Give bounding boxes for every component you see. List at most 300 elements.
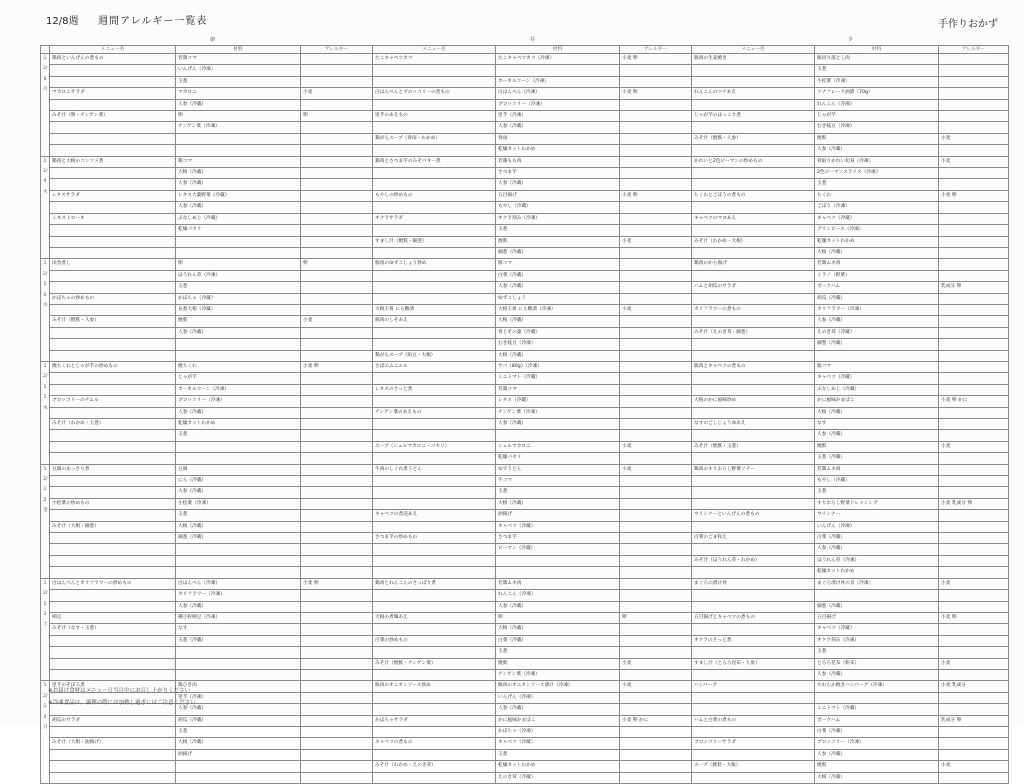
allergen-cell xyxy=(620,168,692,179)
ingredient-cell: ぶなしめじ（冷蔵） xyxy=(815,384,939,395)
menu-name-cell xyxy=(692,145,815,156)
menu-name-cell xyxy=(50,761,176,772)
table-row xyxy=(41,156,1009,167)
ingredient-cell: 焼麩 xyxy=(176,316,301,327)
allergen-cell xyxy=(301,715,373,726)
table-row xyxy=(41,145,1009,156)
allergen-cell xyxy=(939,293,1009,304)
allergen-cell xyxy=(939,407,1009,418)
allergen-cell xyxy=(620,635,692,646)
allergen-cell: 小麦 xyxy=(939,761,1009,772)
menu-name-cell: すまし汁（とろろ昆布・人参） xyxy=(692,658,815,669)
allergen-cell xyxy=(301,213,373,224)
allergen-cell xyxy=(620,65,692,76)
ingredient-cell: 種小粒納豆（冷凍） xyxy=(176,612,301,623)
allergen-cell xyxy=(939,236,1009,247)
allergen-cell xyxy=(620,111,692,122)
allergen-cell xyxy=(301,236,373,247)
allergen-cell xyxy=(939,65,1009,76)
allergen-cell: 小麦 xyxy=(620,236,692,247)
allergen-cell xyxy=(301,225,373,236)
table-row xyxy=(41,498,1009,509)
allergen-cell xyxy=(301,350,373,361)
menu-name-cell xyxy=(692,339,815,350)
allergen-cell: 卵 xyxy=(301,111,373,122)
menu-name-cell xyxy=(50,772,176,783)
menu-name-cell xyxy=(692,624,815,635)
ingredient-cell xyxy=(176,761,301,772)
ingredient-cell xyxy=(176,772,301,783)
menu-name-cell: 鶏肉といんげんの煮もの xyxy=(50,54,176,65)
table-row xyxy=(41,179,1009,190)
allergen-cell xyxy=(939,145,1009,156)
ingredient-col-header: 材料 xyxy=(496,46,620,54)
ingredient-cell: 油揚げ xyxy=(176,749,301,760)
ingredient-cell: カリフラワー（冷凍） xyxy=(176,590,301,601)
menu-name-cell: 鶏肉とれんこんのさっぱり煮 xyxy=(373,578,496,589)
ingredient-cell: シェルマカロニ xyxy=(496,441,620,452)
ingredient-cell: 豆腐 xyxy=(176,464,301,475)
menu-name-cell: たこキャベツカツ xyxy=(373,54,496,65)
table-row xyxy=(41,441,1009,452)
ingredient-cell: 白菜（冷蔵） xyxy=(815,726,939,737)
ingredient-cell: 大根（冷蔵） xyxy=(176,521,301,532)
ingredient-cell: 五目揚げ xyxy=(496,190,620,201)
menu-name-cell xyxy=(373,145,496,156)
menu-name-cell: ハムと胡瓜のサラダ xyxy=(692,282,815,293)
table-row xyxy=(41,99,1009,110)
menu-name-cell xyxy=(692,76,815,87)
allergen-cell xyxy=(301,156,373,167)
page-title: 週間アレルギー一覧表 xyxy=(98,16,208,27)
allergen-cell xyxy=(301,65,373,76)
ingredient-cell: 若鶏ムネ肉 xyxy=(815,259,939,270)
allergen-cell xyxy=(939,464,1009,475)
menu-name-cell: 田舎煮し xyxy=(50,259,176,270)
allergen-cell xyxy=(301,544,373,555)
allergen-cell: 小麦 卵 xyxy=(939,190,1009,201)
menu-name-cell xyxy=(692,168,815,179)
ingredient-cell: 油揚げ xyxy=(496,510,620,521)
allergen-cell xyxy=(620,225,692,236)
allergen-cell xyxy=(939,122,1009,133)
menu-name-cell: 豚肉の生姜焼き xyxy=(692,54,815,65)
allergen-cell xyxy=(620,293,692,304)
menu-name-cell xyxy=(692,772,815,783)
allergen-cell xyxy=(939,453,1009,464)
table-row xyxy=(41,555,1009,566)
menu-col-header: メニュー名 xyxy=(373,46,496,54)
menu-name-cell: 鶏がらスープ（絹豆・大根） xyxy=(373,350,496,361)
ingredient-cell: 卵 xyxy=(176,111,301,122)
table-row xyxy=(41,590,1009,601)
table-row xyxy=(41,168,1009,179)
menu-name-cell: みそ汁（卵・チンゲン菜） xyxy=(50,111,176,122)
ingredient-cell: 五目揚げ xyxy=(815,612,939,623)
allergen-cell xyxy=(939,76,1009,87)
table-row xyxy=(41,407,1009,418)
allergy-table xyxy=(40,45,1009,784)
menu-name-cell xyxy=(373,726,496,737)
table-row xyxy=(41,247,1009,258)
ingredient-cell: じゃが芋 xyxy=(815,111,939,122)
menu-name-cell xyxy=(373,282,496,293)
allergen-cell xyxy=(301,384,373,395)
ingredient-cell xyxy=(176,669,301,680)
menu-name-cell: かぼちゃの炒めもの xyxy=(50,293,176,304)
allergen-cell xyxy=(620,749,692,760)
day-label: 12/11 木 xyxy=(41,361,50,464)
allergen-cell xyxy=(620,384,692,395)
allergen-cell xyxy=(301,647,373,658)
allergen-cell xyxy=(620,419,692,430)
ingredient-cell: まぐろ漬け丼の具（冷凍） xyxy=(815,578,939,589)
ingredient-cell: 細葱（冷蔵） xyxy=(815,339,939,350)
table-row xyxy=(41,669,1009,680)
ingredient-cell xyxy=(176,236,301,247)
menu-name-cell: みそ汁（えのき茸・細葱） xyxy=(692,327,815,338)
ingredient-cell: 人参（冷蔵） xyxy=(815,749,939,760)
day-label: 12/13 土 xyxy=(41,578,50,681)
menu-name-cell: ちくわとごぼうの煮もの xyxy=(692,190,815,201)
ingredient-cell: 焼麩 xyxy=(815,441,939,452)
allergen-cell xyxy=(620,373,692,384)
menu-name-cell xyxy=(50,373,176,384)
menu-name-cell xyxy=(692,704,815,715)
menu-name-cell xyxy=(373,624,496,635)
allergen-cell xyxy=(939,544,1009,555)
menu-name-cell: 豚肉のオニオンソース炒め xyxy=(373,681,496,692)
allergen-cell xyxy=(620,521,692,532)
ingredient-cell: 人参（冷蔵） xyxy=(496,282,620,293)
footer-note-1: ※お届け食材はメニュー日当日中にお召し上がりください xyxy=(48,688,191,694)
allergen-cell xyxy=(939,247,1009,258)
menu-name-cell xyxy=(373,487,496,498)
allergen-cell xyxy=(301,761,373,772)
ingredient-cell: 大根（冷蔵） xyxy=(496,498,620,509)
ingredient-cell: 乾燥カットわかめ xyxy=(815,236,939,247)
ingredient-cell: 青じその葉（冷蔵） xyxy=(496,327,620,338)
allergen-cell xyxy=(620,453,692,464)
ingredient-cell: カーネルコーン（冷凍） xyxy=(176,384,301,395)
ingredient-cell: ミニトマト（冷蔵） xyxy=(496,373,620,384)
ingredient-cell: 人参（冷蔵） xyxy=(176,179,301,190)
allergen-cell xyxy=(620,350,692,361)
ingredient-cell: 豚肉のオニオンソース漬け（冷凍） xyxy=(496,681,620,692)
menu-name-cell: ハムと白菜の煮もの xyxy=(692,715,815,726)
ingredient-cell: 人参（冷蔵） xyxy=(496,419,620,430)
allergen-cell xyxy=(939,213,1009,224)
menu-name-cell: みそ汁（わかめ・大根） xyxy=(692,236,815,247)
menu-name-cell xyxy=(692,749,815,760)
menu-name-cell: みそ汁（ほうれん草・わかめ） xyxy=(692,555,815,566)
allergen-cell: 小麦 xyxy=(620,304,692,315)
ingredient-cell: えのき茸（冷蔵） xyxy=(815,327,939,338)
allergen-cell xyxy=(939,54,1009,65)
menu-name-cell: 白はんぺんとブロッコリーの煮もの xyxy=(373,88,496,99)
allergen-cell xyxy=(301,99,373,110)
allergen-cell xyxy=(939,270,1009,281)
allergen-cell xyxy=(301,247,373,258)
allergen-cell xyxy=(939,225,1009,236)
allergen-cell xyxy=(620,692,692,703)
ingredient-cell: 白はんぺん（冷凍） xyxy=(176,578,301,589)
menu-name-cell: なすのごしじょうゆあえ xyxy=(692,419,815,430)
menu-name-cell xyxy=(373,567,496,578)
day-label: 12/10 水 xyxy=(41,259,50,362)
ingredient-cell: 玉葱 xyxy=(496,487,620,498)
ingredient-cell xyxy=(176,133,301,144)
allergen-cell xyxy=(620,202,692,213)
allergen-cell: 小麦 卵 xyxy=(620,88,692,99)
allergen-cell xyxy=(301,692,373,703)
table-row xyxy=(41,738,1009,749)
allergen-cell xyxy=(620,669,692,680)
allergen-cell: 小麦 xyxy=(939,156,1009,167)
ingredient-cell: 人参（冷蔵） xyxy=(496,601,620,612)
allergen-cell: 小麦 卵 かに xyxy=(939,396,1009,407)
allergen-cell xyxy=(939,533,1009,544)
ingredient-cell xyxy=(176,453,301,464)
allergen-cell xyxy=(620,726,692,737)
ingredient-cell: 豚コマ xyxy=(496,259,620,270)
menu-name-cell xyxy=(50,590,176,601)
menu-name-cell: すまし汁（焼麩・細葱） xyxy=(373,236,496,247)
menu-name-cell xyxy=(692,498,815,509)
menu-name-cell: かぼちゃサラダ xyxy=(373,715,496,726)
allergen-cell xyxy=(620,704,692,715)
ingredient-cell: 2色ピーマンスライス（冷凍） xyxy=(815,168,939,179)
meal-label-dinner: 夕 xyxy=(848,37,854,43)
allergen-cell xyxy=(620,590,692,601)
menu-name-cell xyxy=(50,384,176,395)
ingredient-cell: 人参（冷蔵） xyxy=(815,544,939,555)
ingredient-cell: レタス大葉野菜（冷蔵） xyxy=(176,190,301,201)
ingredient-cell: 乾燥カットわかめ xyxy=(815,567,939,578)
ingredient-cell: サバ（80g）（冷凍） xyxy=(496,361,620,372)
allergen-cell xyxy=(620,122,692,133)
allergen-cell xyxy=(939,772,1009,783)
ingredient-cell: いんげん（冷凍） xyxy=(176,65,301,76)
ingredient-cell: 胡瓜（冷蔵） xyxy=(815,293,939,304)
ingredient-cell: 焼麩 xyxy=(496,658,620,669)
ingredient-cell: 白はんぺん（冷凍） xyxy=(496,88,620,99)
allergen-cell xyxy=(620,99,692,110)
menu-name-cell xyxy=(50,601,176,612)
ingredient-cell: 玉葱 xyxy=(496,225,620,236)
table-row xyxy=(41,373,1009,384)
allergen-cell xyxy=(939,510,1009,521)
table-row xyxy=(41,361,1009,372)
allergen-cell xyxy=(301,430,373,441)
table-row xyxy=(41,612,1009,623)
menu-name-cell: レタスのさっと煮 xyxy=(373,384,496,395)
menu-name-cell: ウインナーといんげんの煮もの xyxy=(692,510,815,521)
ingredient-cell: レタス（冷蔵） xyxy=(496,396,620,407)
ingredient-cell: 若鶏コマ xyxy=(496,384,620,395)
ingredient-cell xyxy=(176,567,301,578)
ingredient-cell: むき枝豆（冷凍） xyxy=(815,122,939,133)
allergen-cell: 小麦 卵 xyxy=(301,578,373,589)
menu-name-cell xyxy=(50,567,176,578)
table-row xyxy=(41,487,1009,498)
allergen-cell xyxy=(301,441,373,452)
ingredient-cell: 人参（冷蔵） xyxy=(176,202,301,213)
menu-name-cell xyxy=(373,590,496,601)
ingredient-cell: 大根（冷蔵） xyxy=(496,350,620,361)
menu-name-cell xyxy=(50,430,176,441)
allergen-cell xyxy=(939,339,1009,350)
ingredient-cell: なす xyxy=(176,624,301,635)
ingredient-cell: むき枝豆（冷凍） xyxy=(496,339,620,350)
menu-name-cell: 白はんぺんとカリフラワーの炒めもの xyxy=(50,578,176,589)
ingredient-cell: キャベツ（冷蔵） xyxy=(815,624,939,635)
ingredient-cell: 白菜（冷蔵） xyxy=(496,270,620,281)
allergen-cell: 小麦 xyxy=(301,88,373,99)
day-col-header xyxy=(41,46,50,54)
allergen-cell xyxy=(301,270,373,281)
allergen-cell xyxy=(301,54,373,65)
menu-name-cell: オクラのさっと煮 xyxy=(692,635,815,646)
table-row xyxy=(41,111,1009,122)
allergen-cell: 小麦 xyxy=(620,441,692,452)
menu-name-cell: みそ汁（大根・細葱） xyxy=(50,521,176,532)
table-row xyxy=(41,213,1009,224)
allergen-cell xyxy=(301,498,373,509)
allergen-cell: 小麦 卵 xyxy=(939,612,1009,623)
allergen-cell xyxy=(301,476,373,487)
allergen-cell xyxy=(620,396,692,407)
ingredient-cell: ほうれん草（冷凍） xyxy=(815,555,939,566)
menu-name-cell: 鶏肉のすりおろし野菜ソテー xyxy=(692,464,815,475)
ingredient-cell: ミニトマト（冷蔵） xyxy=(815,704,939,715)
menu-name-cell: キャベツの煮もの xyxy=(373,738,496,749)
allergen-cell xyxy=(620,76,692,87)
allergen-cell xyxy=(939,704,1009,715)
table-row xyxy=(41,76,1009,87)
allergen-cell xyxy=(301,168,373,179)
allergen-cell xyxy=(620,213,692,224)
table-row xyxy=(41,521,1009,532)
menu-name-cell xyxy=(692,407,815,418)
table-row xyxy=(41,624,1009,635)
allergen-cell xyxy=(620,498,692,509)
ingredient-cell xyxy=(176,441,301,452)
allergen-cell xyxy=(301,202,373,213)
menu-name-cell: 里芋のそぼろ煮 xyxy=(50,681,176,692)
allergen-cell xyxy=(301,339,373,350)
table-row xyxy=(41,510,1009,521)
menu-name-cell xyxy=(50,145,176,156)
ingredient-cell: 若鶏もも肉 xyxy=(496,156,620,167)
table-row xyxy=(41,350,1009,361)
allergen-cell xyxy=(939,373,1009,384)
allergen-cell xyxy=(939,555,1009,566)
menu-name-cell xyxy=(692,293,815,304)
menu-name-cell xyxy=(373,647,496,658)
table-row xyxy=(41,601,1009,612)
allergen-cell xyxy=(939,88,1009,99)
menu-name-cell xyxy=(373,772,496,783)
allergen-cell xyxy=(939,304,1009,315)
allergen-cell xyxy=(301,658,373,669)
ingredient-cell: かに風味かまぼこ xyxy=(815,396,939,407)
ingredient-cell: 若鶏ムネ肉 xyxy=(815,464,939,475)
menu-name-cell xyxy=(373,122,496,133)
allergen-cell xyxy=(301,669,373,680)
ingredient-cell: じゃが芋 xyxy=(176,373,301,384)
ingredient-cell: 里芋（冷凍） xyxy=(496,111,620,122)
table-row xyxy=(41,749,1009,760)
allergen-cell xyxy=(939,692,1009,703)
ingredient-cell: ゆでうどん xyxy=(496,464,620,475)
menu-name-cell: チンゲン菜のあえもの xyxy=(373,407,496,418)
menu-name-cell xyxy=(373,704,496,715)
allergen-cell xyxy=(620,316,692,327)
allergen-cell xyxy=(301,373,373,384)
ingredient-cell: 人参（冷蔵） xyxy=(496,122,620,133)
ingredient-cell: にら（冷蔵） xyxy=(176,476,301,487)
ingredient-cell: ブロッコリー（冷凍） xyxy=(496,99,620,110)
menu-name-cell xyxy=(692,601,815,612)
allergen-cell xyxy=(620,282,692,293)
ingredient-cell: 人参（冷蔵） xyxy=(176,327,301,338)
ingredient-cell: 玉葱 xyxy=(496,749,620,760)
ingredient-cell: 人参（冷蔵） xyxy=(176,704,301,715)
ingredient-cell: 豚切り落とし肉 xyxy=(815,54,939,65)
menu-col-header: メニュー名 xyxy=(50,46,176,54)
menu-name-cell: 鶏肉と大根のコンソメ煮 xyxy=(50,156,176,167)
ingredient-cell: 白菜（冷蔵） xyxy=(496,635,620,646)
allergen-col-header: アレルギー xyxy=(620,46,692,54)
menu-name-cell xyxy=(692,521,815,532)
ingredient-cell: 白菜（冷蔵） xyxy=(815,533,939,544)
allergen-cell xyxy=(301,772,373,783)
ingredient-cell: 卵 xyxy=(176,259,301,270)
ingredient-col-header: 材料 xyxy=(176,46,301,54)
allergen-cell xyxy=(939,749,1009,760)
ingredient-cell: 細葱（冷蔵） xyxy=(496,247,620,258)
ingredient-cell: 胡瓜（冷蔵） xyxy=(176,715,301,726)
menu-name-cell: カリフラワーの煮もの xyxy=(692,304,815,315)
ingredient-cell xyxy=(176,555,301,566)
menu-name-cell: 牛肉のしぐれ煮うどん xyxy=(373,464,496,475)
table-row xyxy=(41,270,1009,281)
allergen-cell xyxy=(301,567,373,578)
menu-name-cell xyxy=(373,179,496,190)
allergen-cell xyxy=(620,567,692,578)
menu-name-cell xyxy=(373,225,496,236)
menu-name-cell xyxy=(373,76,496,87)
ingredient-cell: 人参（冷蔵） xyxy=(815,145,939,156)
allergen-cell xyxy=(939,624,1009,635)
allergen-cell: 卵 xyxy=(620,612,692,623)
menu-name-cell xyxy=(50,533,176,544)
table-row xyxy=(41,316,1009,327)
allergen-cell xyxy=(620,270,692,281)
allergen-cell xyxy=(939,111,1009,122)
menu-name-cell xyxy=(373,270,496,281)
allergen-cell xyxy=(301,190,373,201)
menu-name-cell: みそ汁（焼麩・チンゲン菜） xyxy=(373,658,496,669)
menu-name-cell: みそ汁（大根・油揚げ） xyxy=(50,738,176,749)
ingredient-cell: 鶏ひき肉 xyxy=(176,681,301,692)
allergen-cell xyxy=(620,361,692,372)
menu-name-cell xyxy=(50,339,176,350)
allergen-cell xyxy=(301,327,373,338)
menu-name-cell xyxy=(692,453,815,464)
ingredient-cell: 鶏コマ xyxy=(176,156,301,167)
